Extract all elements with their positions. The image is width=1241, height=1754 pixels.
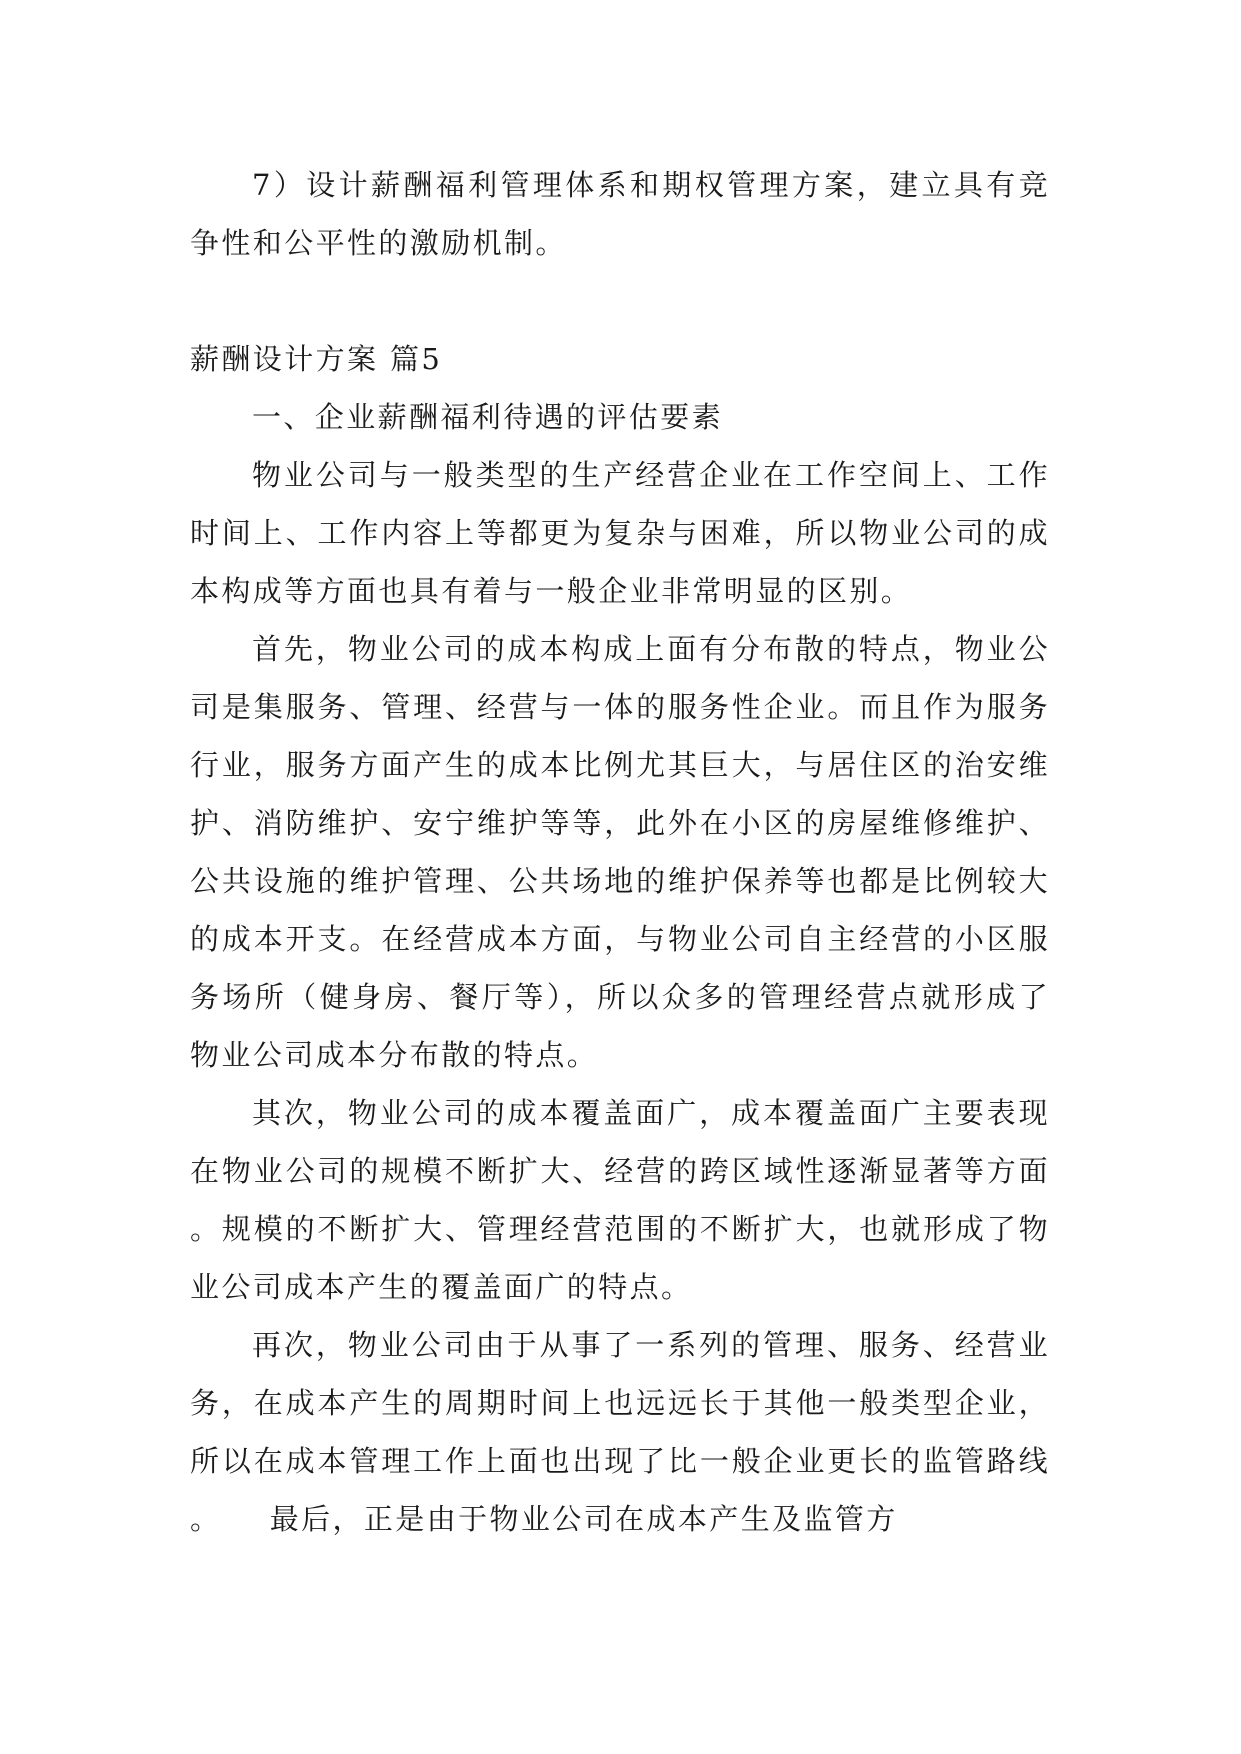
body-paragraph: 首先，物业公司的成本构成上面有分布散的特点，物业公司是集服务、管理、经营与一体的服务性企业。而且作为服务行业，服务方面产生的成本比例尤其巨大，与居住区的治安维护、消防维护、安宁维护等等，此外在小区的房屋维修维护、公共设施的维护管理、公共场地的维护保养等也都是比例较大的成本开支。在经营成本方面，与物业公司自主经营的小区服务场所（健身房、餐厅等），所以众多的管理经营点就形成了物业公司成本分布散的特点。 <box>190 632 1050 1072</box>
list-item-7: 7）设计薪酬福利管理体系和期权管理方案，建立具有竞争性和公平性的激励机制。 <box>190 168 1050 260</box>
section-title: 薪酬设计方案 篇5 <box>190 342 443 376</box>
body-paragraph: 物业公司与一般类型的生产经营企业在工作空间上、工作时间上、工作内容上等都更为复杂与困难，所以物业公司的成本构成等方面也具有着与一般企业非常明显的区别。 <box>190 458 1050 608</box>
body-paragraph: 再次，物业公司由于从事了一系列的管理、服务、经营业务，在成本产生的周期时间上也远远长于其他一般类型企业，所以在成本管理工作上面也出现了比一般企业更长的监管路线。 最后，正是由于物业公司在成本产生及监管方 <box>190 1328 1050 1536</box>
section-heading: 一、企业薪酬福利待遇的评估要素 <box>252 400 724 434</box>
document-body <box>190 156 1050 1548</box>
body-paragraph: 其次，物业公司的成本覆盖面广，成本覆盖面广主要表现在物业公司的规模不断扩大、经营的跨区域性逐渐显著等方面。规模的不断扩大、管理经营范围的不断扩大，也就形成了物业公司成本产生的覆盖面广的特点。 <box>190 1096 1050 1304</box>
